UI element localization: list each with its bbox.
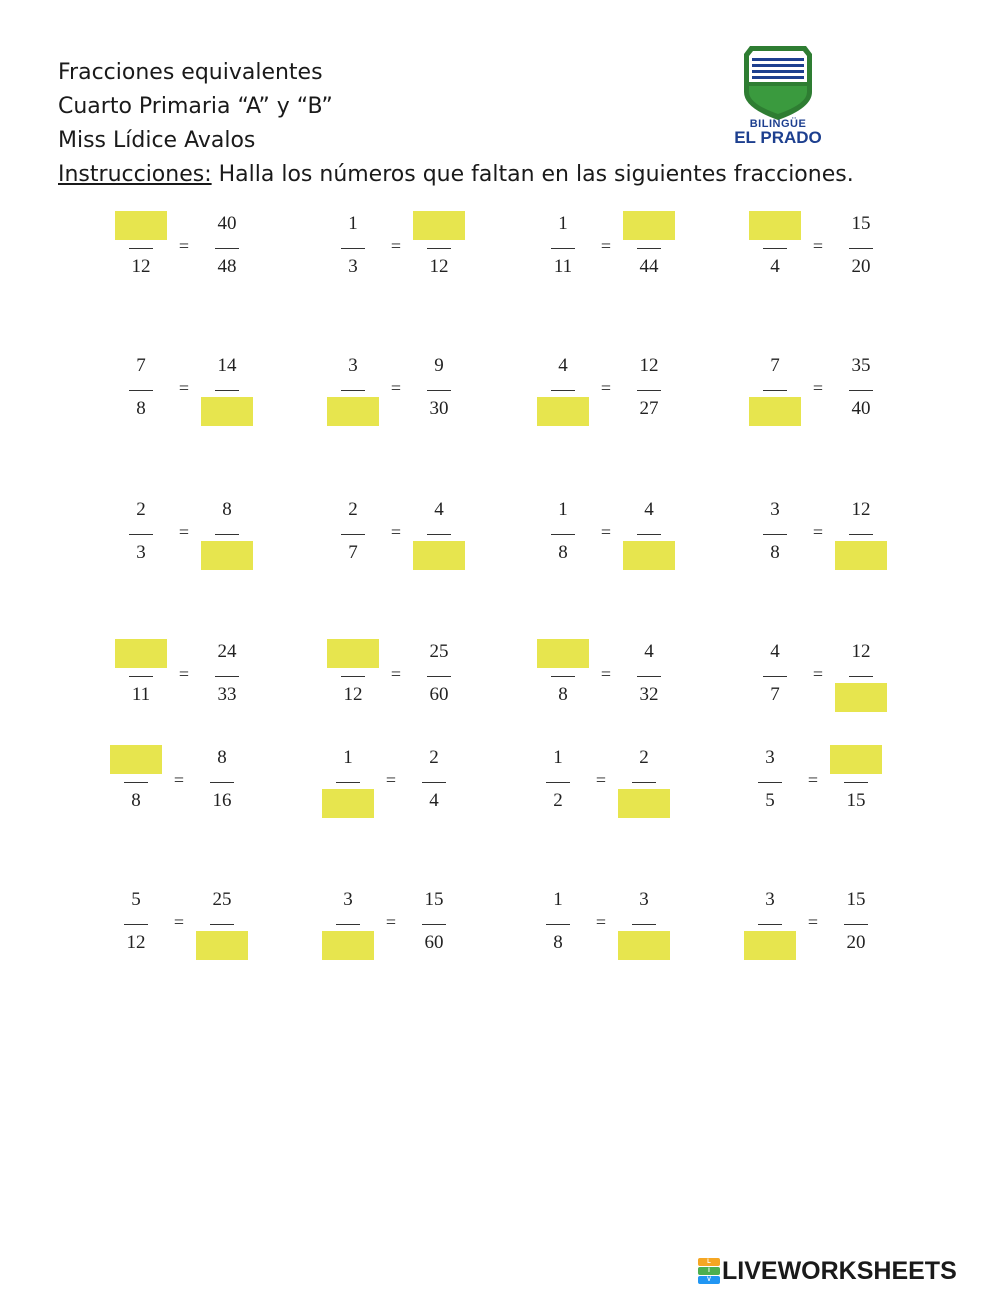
problem-r2c2-left-numerator: 3	[348, 355, 358, 376]
problem-r2c3-equals-sign: =	[600, 378, 612, 398]
problem-r3c4-equals-sign: =	[812, 522, 824, 542]
problem-r3c2-left-fraction-bar	[341, 534, 365, 535]
problem-r4c4-left-denominator: 7	[770, 684, 780, 705]
problem-r3c2-equals-sign: =	[390, 522, 402, 542]
problem-r1c2-left-numerator: 1	[348, 213, 358, 234]
problem-r5c2-equals-sign: =	[385, 770, 397, 790]
problem-r1c4-right-fraction-bar	[849, 248, 873, 249]
problem-r6c2-equals-sign: =	[385, 912, 397, 932]
problem-r4c2-right-denominator: 60	[429, 684, 449, 705]
problem-r3c4-left-numerator: 3	[770, 499, 780, 520]
problem-r6c1-left-fraction-bar	[124, 924, 148, 925]
problem-r1c4-left-numerator-answer-input[interactable]	[749, 211, 801, 240]
problem-r3c1-left-numerator: 2	[136, 499, 146, 520]
problem-r1c1-right-fraction-bar	[215, 248, 239, 249]
worksheet-teacher: Miss Lídice Avalos	[58, 128, 256, 153]
problem-r2c4-left-denominator-answer-input[interactable]	[749, 397, 801, 426]
problem-r3c4-right-fraction-bar	[849, 534, 873, 535]
problem-r3c4-left-fraction-bar	[763, 534, 787, 535]
problem-r4c1-right-numerator: 24	[217, 641, 237, 662]
problem-r4c3-right-denominator: 32	[639, 684, 659, 705]
problem-r5c3-equals-sign: =	[595, 770, 607, 790]
problem-r4c4-equals-sign: =	[812, 664, 824, 684]
problem-r3c2-right-numerator: 4	[434, 499, 444, 520]
problem-r4c3-right-numerator: 4	[644, 641, 654, 662]
problem-r6c2-left-denominator-answer-input[interactable]	[322, 931, 374, 960]
problem-r5c4-right-denominator: 15	[846, 790, 866, 811]
problem-r4c2-right-fraction-bar	[427, 676, 451, 677]
problem-r2c1-right-denominator-answer-input[interactable]	[201, 397, 253, 426]
problem-r3c1-right-fraction-bar	[215, 534, 239, 535]
problem-r1c3-right-denominator: 44	[639, 256, 659, 277]
worksheet-grade: Cuarto Primaria “A” y “B”	[58, 94, 333, 119]
problem-r5c4-left-denominator: 5	[765, 790, 775, 811]
problem-r2c4-equals-sign: =	[812, 378, 824, 398]
problem-r5c3-left-numerator: 1	[553, 747, 563, 768]
problem-r1c3-left-fraction-bar	[551, 248, 575, 249]
problem-r3c2-right-fraction-bar	[427, 534, 451, 535]
problem-r5c2-left-fraction-bar	[336, 782, 360, 783]
problem-r1c4-right-numerator: 15	[851, 213, 871, 234]
problem-r3c3-right-numerator: 4	[644, 499, 654, 520]
problem-r2c4-left-numerator: 7	[770, 355, 780, 376]
problem-r6c4-equals-sign: =	[807, 912, 819, 932]
problem-r6c4-right-fraction-bar	[844, 924, 868, 925]
problem-r4c3-right-fraction-bar	[637, 676, 661, 677]
problem-r5c1-right-fraction-bar	[210, 782, 234, 783]
problem-r5c2-left-numerator: 1	[343, 747, 353, 768]
problem-r2c3-left-numerator: 4	[558, 355, 568, 376]
problem-r3c4-right-numerator: 12	[851, 499, 871, 520]
problem-r1c3-right-numerator-answer-input[interactable]	[623, 211, 675, 240]
problem-r5c4-left-numerator: 3	[765, 747, 775, 768]
problem-r2c1-left-numerator: 7	[136, 355, 146, 376]
problem-r6c1-right-numerator: 25	[212, 889, 232, 910]
problem-r6c2-left-numerator: 3	[343, 889, 353, 910]
problem-r3c1-right-denominator-answer-input[interactable]	[201, 541, 253, 570]
problem-r2c1-left-denominator: 8	[136, 398, 146, 419]
problem-r2c2-right-numerator: 9	[434, 355, 444, 376]
liveworksheets-brand	[698, 1254, 957, 1288]
problem-r2c3-right-numerator: 12	[639, 355, 659, 376]
problem-r6c1-left-denominator: 12	[126, 932, 146, 953]
problem-r5c1-right-numerator: 8	[217, 747, 227, 768]
problem-r5c3-right-denominator-answer-input[interactable]	[618, 789, 670, 818]
problem-r2c2-left-fraction-bar	[341, 390, 365, 391]
problem-r4c4-right-numerator: 12	[851, 641, 871, 662]
problem-r3c3-right-fraction-bar	[637, 534, 661, 535]
problem-r4c1-left-fraction-bar	[129, 676, 153, 677]
problem-r1c2-right-denominator: 12	[429, 256, 449, 277]
problem-r2c2-right-fraction-bar	[427, 390, 451, 391]
problem-r4c4-right-denominator-answer-input[interactable]	[835, 683, 887, 712]
problem-r2c1-right-fraction-bar	[215, 390, 239, 391]
problem-r1c3-equals-sign: =	[600, 236, 612, 256]
problem-r6c1-left-numerator: 5	[131, 889, 141, 910]
problem-r6c4-left-numerator: 3	[765, 889, 775, 910]
problem-r6c1-right-fraction-bar	[210, 924, 234, 925]
problem-r1c4-left-denominator: 4	[770, 256, 780, 277]
problem-r1c1-right-numerator: 40	[217, 213, 237, 234]
problem-r5c3-left-fraction-bar	[546, 782, 570, 783]
problem-r2c4-right-denominator: 40	[851, 398, 871, 419]
problem-r1c1-left-fraction-bar	[129, 248, 153, 249]
problem-r6c4-left-denominator-answer-input[interactable]	[744, 931, 796, 960]
problem-r3c1-equals-sign: =	[178, 522, 190, 542]
problem-r2c2-left-denominator-answer-input[interactable]	[327, 397, 379, 426]
problem-r5c1-left-denominator: 8	[131, 790, 141, 811]
problem-r1c1-equals-sign: =	[178, 236, 190, 256]
problem-r1c2-left-fraction-bar	[341, 248, 365, 249]
problem-r2c4-right-numerator: 35	[851, 355, 871, 376]
problem-r6c1-right-denominator-answer-input[interactable]	[196, 931, 248, 960]
problem-r1c3-left-denominator: 11	[553, 256, 573, 277]
problem-r4c1-left-numerator-answer-input[interactable]	[115, 639, 167, 668]
problem-r1c2-left-denominator: 3	[348, 256, 358, 277]
problem-r4c3-left-denominator: 8	[558, 684, 568, 705]
problem-r2c3-right-denominator: 27	[639, 398, 659, 419]
problem-r1c1-left-numerator-answer-input[interactable]	[115, 211, 167, 240]
problem-r3c2-left-numerator: 2	[348, 499, 358, 520]
problem-r5c4-equals-sign: =	[807, 770, 819, 790]
brand-icon-letter: I	[698, 1267, 720, 1275]
problem-r5c3-right-fraction-bar	[632, 782, 656, 783]
problem-r1c1-left-denominator: 12	[131, 256, 151, 277]
problem-r6c4-right-numerator: 15	[846, 889, 866, 910]
problem-r2c1-left-fraction-bar	[129, 390, 153, 391]
problem-r3c3-right-denominator-answer-input[interactable]	[623, 541, 675, 570]
problem-r2c3-right-fraction-bar	[637, 390, 661, 391]
problem-r2c1-equals-sign: =	[178, 378, 190, 398]
problem-r1c3-right-fraction-bar	[637, 248, 661, 249]
problem-r5c4-right-numerator-answer-input[interactable]	[830, 745, 882, 774]
problem-r6c1-equals-sign: =	[173, 912, 185, 932]
problem-r5c1-equals-sign: =	[173, 770, 185, 790]
problem-r4c2-left-denominator: 12	[343, 684, 363, 705]
problem-r4c3-left-fraction-bar	[551, 676, 575, 677]
problem-r2c1-right-numerator: 14	[217, 355, 237, 376]
problem-r4c4-left-fraction-bar	[763, 676, 787, 677]
problem-r2c3-left-denominator-answer-input[interactable]	[537, 397, 589, 426]
problem-r5c4-left-fraction-bar	[758, 782, 782, 783]
problem-r5c2-right-denominator: 4	[429, 790, 439, 811]
problem-r3c3-left-fraction-bar	[551, 534, 575, 535]
problem-r3c2-right-denominator-answer-input[interactable]	[413, 541, 465, 570]
problem-r4c2-equals-sign: =	[390, 664, 402, 684]
problem-r2c2-right-denominator: 30	[429, 398, 449, 419]
problem-r4c2-right-numerator: 25	[429, 641, 449, 662]
problem-r4c2-left-numerator-answer-input[interactable]	[327, 639, 379, 668]
problem-r6c2-right-numerator: 15	[424, 889, 444, 910]
problem-r4c1-right-denominator: 33	[217, 684, 237, 705]
problem-r5c4-right-fraction-bar	[844, 782, 868, 783]
problem-r1c4-right-denominator: 20	[851, 256, 871, 277]
problem-r6c2-left-fraction-bar	[336, 924, 360, 925]
problem-r5c1-left-fraction-bar	[124, 782, 148, 783]
problem-r6c2-right-fraction-bar	[422, 924, 446, 925]
problem-r3c4-left-denominator: 8	[770, 542, 780, 563]
problem-r3c3-equals-sign: =	[600, 522, 612, 542]
problem-r2c2-equals-sign: =	[390, 378, 402, 398]
problem-r4c1-equals-sign: =	[178, 664, 190, 684]
problem-r6c3-left-denominator: 8	[553, 932, 563, 953]
problem-r3c4-right-denominator-answer-input[interactable]	[835, 541, 887, 570]
problem-r5c1-right-denominator: 16	[212, 790, 232, 811]
problem-r1c2-equals-sign: =	[390, 236, 402, 256]
problem-r6c4-left-fraction-bar	[758, 924, 782, 925]
problem-r2c3-left-fraction-bar	[551, 390, 575, 391]
problem-r6c3-equals-sign: =	[595, 912, 607, 932]
instructions-label: Instrucciones:	[58, 162, 212, 187]
problem-r5c2-left-denominator-answer-input[interactable]	[322, 789, 374, 818]
problem-r1c4-left-fraction-bar	[763, 248, 787, 249]
problem-r6c4-right-denominator: 20	[846, 932, 866, 953]
problem-r3c1-left-denominator: 3	[136, 542, 146, 563]
worksheet-title: Fracciones equivalentes	[58, 60, 323, 85]
problem-r3c3-left-numerator: 1	[558, 499, 568, 520]
problem-r1c3-left-numerator: 1	[558, 213, 568, 234]
problem-r2c4-left-fraction-bar	[763, 390, 787, 391]
problem-r3c2-left-denominator: 7	[348, 542, 358, 563]
problem-r6c3-right-denominator-answer-input[interactable]	[618, 931, 670, 960]
logo-top-text: BILINGÜE	[749, 118, 807, 130]
problem-r4c4-left-numerator: 4	[770, 641, 780, 662]
problem-r4c3-left-numerator-answer-input[interactable]	[537, 639, 589, 668]
problem-r4c4-right-fraction-bar	[849, 676, 873, 677]
logo-bottom-text: EL PRADO	[734, 128, 822, 147]
problem-r4c1-left-denominator: 11	[131, 684, 151, 705]
problem-r4c3-equals-sign: =	[600, 664, 612, 684]
problem-r6c3-left-fraction-bar	[546, 924, 570, 925]
problem-r6c3-right-numerator: 3	[639, 889, 649, 910]
problem-r5c1-left-numerator-answer-input[interactable]	[110, 745, 162, 774]
problem-r1c2-right-numerator-answer-input[interactable]	[413, 211, 465, 240]
brand-text: LIVEWORKSHEETS	[722, 1256, 957, 1285]
problem-r6c2-right-denominator: 60	[424, 932, 444, 953]
problem-r5c3-right-numerator: 2	[639, 747, 649, 768]
problem-r6c3-left-numerator: 1	[553, 889, 563, 910]
problem-r4c2-left-fraction-bar	[341, 676, 365, 677]
problem-r3c1-right-numerator: 8	[222, 499, 232, 520]
liveworksheets-icon	[698, 1258, 720, 1284]
instructions-text: Halla los números que faltan en las siguientes fracciones.	[211, 162, 854, 187]
problem-r1c2-right-fraction-bar	[427, 248, 451, 249]
problem-r3c3-left-denominator: 8	[558, 542, 568, 563]
problem-r1c1-right-denominator: 48	[217, 256, 237, 277]
brand-icon-letter: L	[698, 1258, 720, 1266]
problem-r5c2-right-fraction-bar	[422, 782, 446, 783]
problem-r1c4-equals-sign: =	[812, 236, 824, 256]
problem-r5c2-right-numerator: 2	[429, 747, 439, 768]
problem-r5c3-left-denominator: 2	[553, 790, 563, 811]
problem-r6c3-right-fraction-bar	[632, 924, 656, 925]
brand-icon-letter: V	[698, 1276, 720, 1284]
problem-r4c1-right-fraction-bar	[215, 676, 239, 677]
problem-r2c4-right-fraction-bar	[849, 390, 873, 391]
problem-r3c1-left-fraction-bar	[129, 534, 153, 535]
